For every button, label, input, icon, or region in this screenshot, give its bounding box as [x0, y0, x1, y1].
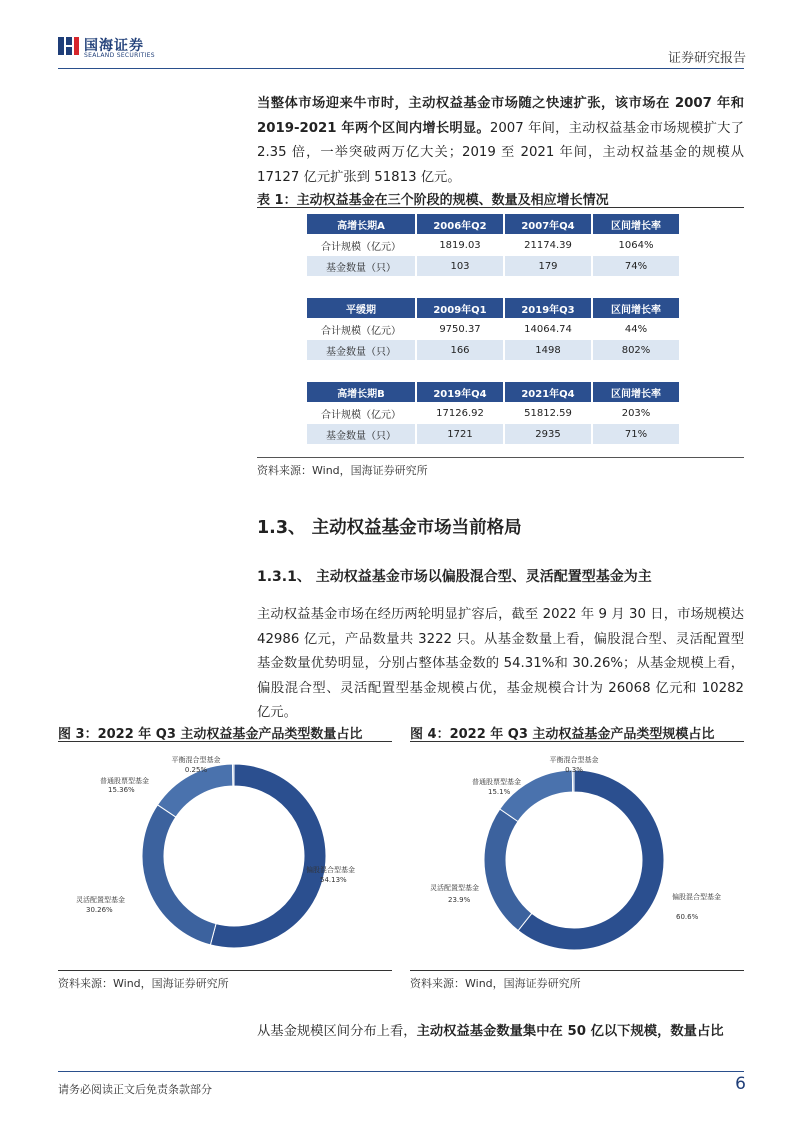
- table-row: 合计规模（亿元） 1819.03 21174.39 1064%: [321, 239, 654, 253]
- table-header-row: 高增长期B 2019年Q4 2021年Q4 区间增长率: [307, 382, 679, 402]
- chart3-label-val-3: 0.25%: [184, 766, 208, 774]
- table-header-row: 高增长期A 2006年Q2 2007年Q4 区间增长率: [307, 214, 679, 234]
- chart4-label-val-2: 15.1%: [488, 788, 511, 796]
- donut-slice-1: [142, 805, 216, 945]
- figure-3-title: 图 3：2022 年 Q3 主动权益基金产品类型数量占比: [58, 727, 363, 742]
- subsection-heading: 1.3.1、 主动权益基金市场以偏股混合型、灵活配置型基金为主: [257, 569, 652, 585]
- chart4-label-cat-1: 灵活配置型基金: [430, 884, 479, 892]
- figure-3-top-rule: [58, 741, 392, 742]
- table-bottom-rule: [257, 457, 744, 458]
- figure-3-donut-chart: [58, 744, 392, 966]
- figure-3-bottom-rule: [58, 970, 392, 971]
- figure-4-donut-chart: [410, 744, 744, 966]
- closing-paragraph: [257, 1020, 744, 1045]
- header-divider: [58, 68, 744, 69]
- intro-rest: 2007 年间，主动权益基金市场规模扩大了 2.35 倍，一举突破两万亿大关；2019 至 2021 年间，主动权益基金的规模从 17127 亿元扩张到 51813 亿元。: [257, 120, 744, 185]
- table-row: 基金数量（只） 103 179 74%: [307, 256, 679, 276]
- section-heading: 1.3、 主动权益基金市场当前格局: [257, 518, 522, 538]
- figure-4-top-rule: [410, 741, 744, 742]
- closing-normal: 从基金规模区间分布上看，: [257, 1024, 417, 1039]
- data-table-block-a: [305, 213, 681, 277]
- table-header-row: 平缓期 2009年Q1 2019年Q3 区间增长率: [307, 298, 679, 318]
- data-table-block-c: [305, 381, 681, 445]
- intro-paragraph: [257, 92, 744, 190]
- chart3-label-val-1: 30.26%: [86, 906, 113, 914]
- table-row: 合计规模（亿元） 9750.37 14064.74 44%: [321, 323, 648, 337]
- chart3-label-cat-1: 灵活配置型基金: [76, 896, 125, 904]
- chart4-label-val-1: 23.9%: [448, 896, 471, 904]
- table-row: 基金数量（只） 1721 2935 71%: [307, 424, 679, 444]
- logo-icon: [58, 35, 80, 57]
- doc-type-label: 证券研究报告: [667, 51, 746, 66]
- page-number: 6: [735, 1074, 746, 1094]
- table-top-rule: [257, 207, 744, 208]
- chart4-label-cat-2: 普通股票型基金: [472, 778, 521, 786]
- figure-3-source: 资料来源：Wind，国海证券研究所: [58, 977, 229, 990]
- chart3-label-cat-0: 偏股混合型基金: [306, 866, 355, 874]
- chart4-label-cat-0: 偏股混合型基金: [672, 893, 721, 901]
- footer-divider: [58, 1071, 744, 1072]
- intro-bold: 当整体市场迎来牛市时，主动权益基金市场随之快速扩张，该市场在 2007 年和 2019-2021 年两个区间内增长明显。: [257, 96, 744, 136]
- figure-4-title: 图 4：2022 年 Q3 主动权益基金产品类型规模占比: [410, 727, 715, 742]
- chart3-label-val-0: 54.13%: [320, 876, 347, 884]
- logo-text: 国海证券: [84, 38, 144, 54]
- figure-4-bottom-rule: [410, 970, 744, 971]
- table-row: 合计规模（亿元） 17126.92 51812.59 203%: [321, 407, 651, 421]
- donut-slice-1: [484, 809, 532, 931]
- table-title: 表 1：主动权益基金在三个阶段的规模、数量及相应增长情况: [257, 193, 609, 208]
- chart4-label-cat-3: 平衡混合型基金: [549, 756, 599, 764]
- chart3-label-val-2: 15.36%: [108, 786, 135, 794]
- logo-subtext: SEALAND SECURITIES: [84, 52, 155, 59]
- table-row: 基金数量（只） 166 1498 802%: [307, 340, 679, 360]
- footer-disclaimer: 请务必阅读正文后免责条款部分: [58, 1083, 212, 1096]
- donut-slice-0: [210, 764, 326, 948]
- chart4-label-val-0: 60.6%: [676, 913, 699, 921]
- closing-bold: 主动权益基金数量集中在 50 亿以下规模，数量占比: [416, 1024, 724, 1039]
- section-paragraph: 主动权益基金市场在经历两轮明显扩容后，截至 2022 年 9 月 30 日，市场规模达 42986 亿元，产品数量共 3222 只。从基金数量上看，偏股混合型、灵活配置型基金数量优势明显，分别占整体基金数的 54.31%和 30.26%；从基金规模上看，偏股混合型、灵活配置型基金规模占优，基金规模合计为 26068 亿元和 10282 亿元。: [257, 607, 744, 720]
- table-source: 资料来源：Wind，国海证券研究所: [257, 464, 428, 477]
- figure-4-source: 资料来源：Wind，国海证券研究所: [410, 977, 581, 990]
- donut-slice-3: [233, 764, 234, 786]
- data-table-block-b: [305, 297, 681, 361]
- chart4-label-val-3: 0.3%: [565, 766, 583, 774]
- chart3-label-cat-2: 普通股票型基金: [100, 777, 149, 785]
- chart3-label-cat-3: 平衡混合型基金: [171, 756, 221, 764]
